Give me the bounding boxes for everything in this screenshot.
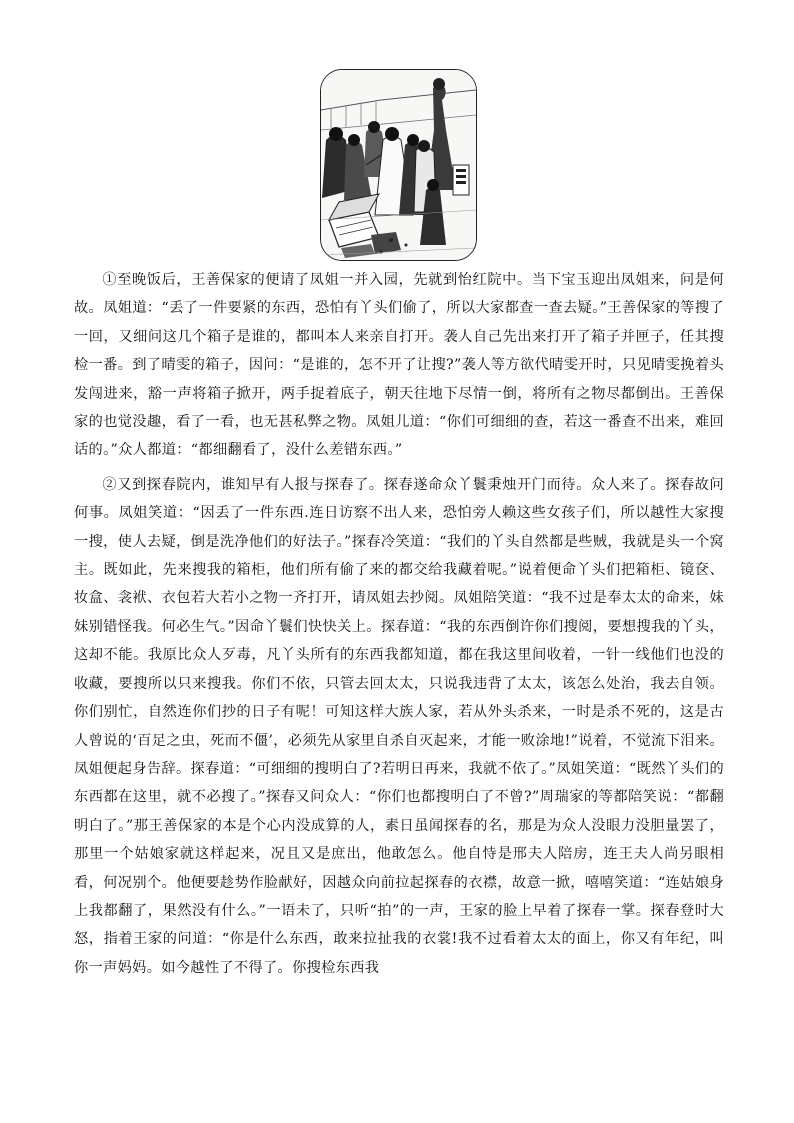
paragraph-1: ①至晚饭后，王善保家的便请了凤姐一并入园，先就到怡红院中。当下宝玉迎出凤姐来，问是何故。凤姐道：“丢了一件要紧的东西，恐怕有丫头们偷了，所以大家都查一查去疑。”王善保家的等搜了一回，又细问这几个箱子是谁的，都叫本人来亲自打开。袭人自己先出来打开了箱子并匣子，任其搜检一番。到了晴雯的箱子，因问：“是谁的，怎不开了让搜?”袭人等方欲代晴雯开时，只见晴雯挽着头发闯进来，豁一声将箱子掀开，两手捉着底子，朝天往地下尽情一倒，将所有之物尽都倒出。王善保家的也觉没趣，看了一看，也无甚私弊之物。凤姐儿道：“你们可细细的查，若这一番查不出来，难回话的。”众人都道：“都细翻看了，没什么差错东西。” [74, 272, 724, 459]
illustration-drawing [321, 70, 476, 260]
article-body [74, 266, 724, 982]
illustration-image [320, 69, 477, 261]
paragraph-2: ②又到探春院内，谁知早有人报与探春了。探春遂命众丫鬟秉烛开门而待。众人来了。探春故问何事。凤姐笑道：“因丢了一件东西.连日访察不出人来，恐怕旁人赖这些女孩子们，所以越性大家搜一搜，使人去疑，倒是洗净他们的好法子。”探春冷笑道：“我们的丫头自然都是些贼，我就是头一个窝主。既如此，先来搜我的箱柜，他们所有偷了来的都交给我藏着呢。”说着便命丫头们把箱柜、镜奁、妆盒、衾袱、衣包若大若小之物一齐打开，请凤姐去抄阅。凤姐陪笑道：“我不过是奉太太的命来，妹妹别错怪我。何必生气。”因命丫鬟们快快关上。探春道：“我的东西倒许你们搜阅，要想搜我的丫头，这却不能。我原比众人歹毒，凡丫头所有的东西我都知道，都在我这里间收着，一针一线他们也没的收藏，要搜所以只来搜我。你们不依，只管去回太太，只说我违背了太太，该怎么处治，我去自领。你们别忙，自然连你们抄的日子有呢！可知这样大族人家，若从外头杀来，一时是杀不死的，这是古人曾说的‘百足之虫，死而不僵’，必须先从家里自杀自灭起来，才能一败涂地!”说着，不觉流下泪来。凤姐便起身告辞。探春道：“可细细的搜明白了?若明日再来，我就不依了。”凤姐笑道：“既然丫头们的东西都在这里，就不必搜了。”探春又问众人：“你们也都搜明白了不曾?”周瑞家的等都陪笑说：“都翻明白了。”那王善保家的本是个心内没成算的人，素日虽闻探春的名，那是为众人没眼力没胆量罢了，那里一个姑娘家就这样起来，况且又是庶出，他敢怎么。他自恃是邢夫人陪房，连王夫人尚另眼相看，何况别个。他便要趁势作脸献好，因越众向前拉起探春的衣襟，故意一掀，嘻嘻笑道：“连姑娘身上我都翻了，果然没有什么。”一语未了，只听“拍”的一声，王家的脸上早着了探春一掌。探春登时大怒，指着王家的问道：“你是什么东西，敢来拉扯我的衣裳!我不过看着太太的面上，你又有年纪，叫你一声妈妈。如今越性了不得了。你搜检东西我 [74, 476, 724, 976]
